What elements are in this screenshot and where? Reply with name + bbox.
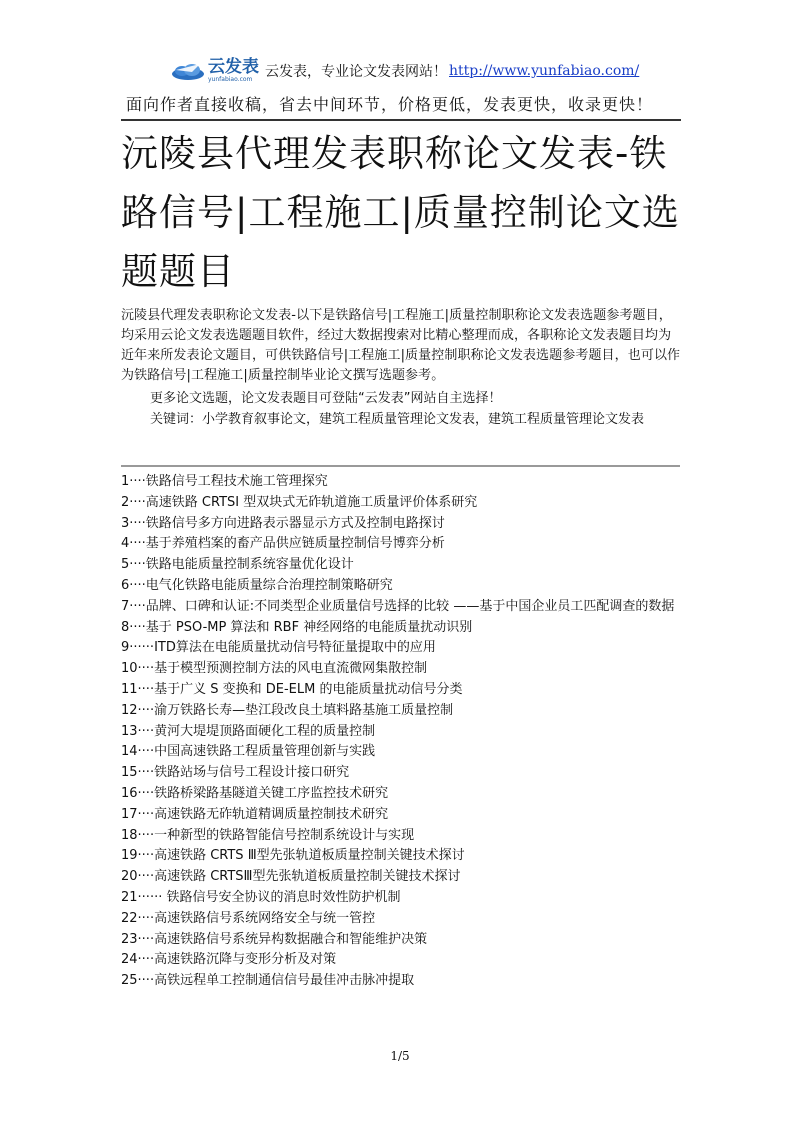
topic-item: 17····高速铁路无砟轨道精调质量控制技术研究 xyxy=(121,806,389,822)
page-number: 1/5 xyxy=(390,1049,410,1063)
keywords-line: 关键词：小学教育叙事论文，建筑工程质量管理论文发表，建筑工程质量管理论文发表 xyxy=(150,412,645,427)
topic-item: 14····中国高速铁路工程质量管理创新与实践 xyxy=(121,744,376,760)
topic-item: 22····高速铁路信号系统网络安全与统一管控 xyxy=(121,910,376,926)
topic-item: 3····铁路信号多方向进路表示器显示方式及控制电路探讨 xyxy=(121,515,445,531)
topic-item: 13····黄河大堤堤顶路面硬化工程的质量控制 xyxy=(121,723,376,739)
topic-item: 15····铁路站场与信号工程设计接口研究 xyxy=(121,765,350,781)
logo-name: 云发表 xyxy=(208,57,259,77)
topic-item: 2····高速铁路 CRTSI 型双块式无砟轨道施工质量评价体系研究 xyxy=(121,494,478,510)
yunfabiao-logo[interactable] xyxy=(170,59,259,83)
topic-item: 10····基于模型预测控制方法的风电直流微网集散控制 xyxy=(121,661,428,677)
cloud-plane-logo-icon xyxy=(170,60,206,82)
topic-item: 5····铁路电能质量控制系统容量优化设计 xyxy=(121,557,354,573)
intro-paragraph: 沅陵县代理发表职称论文发表-以下是铁路信号|工程施工|质量控制职称论文发表选题参考题目，均采用云论文发表选题题目软件，经过大数据搜索对比精心整理而成，各职称论文发表题目均为近年来所发表论文题目，可供铁路信号|工程施工|质量控制职称论文发表选题参考题目，也可以作为铁路信号|工程施工|质量控制毕业论文撰写选题参考。 xyxy=(121,308,681,383)
list-divider xyxy=(121,465,680,467)
site-url-link[interactable]: http://www.yunfabiao.com/ xyxy=(449,63,640,79)
topic-item: 11····基于广义 S 变换和 DE-ELM 的电能质量扰动信号分类 xyxy=(121,681,463,697)
topic-item: 9······ITD算法在电能质量扰动信号特征量提取中的应用 xyxy=(121,640,436,656)
topic-item: 8····基于 PSO-MP 算法和 RBF 神经网络的电能质量扰动识别 xyxy=(121,619,473,635)
topic-item: 21······ 铁路信号安全协议的消息时效性防护机制 xyxy=(121,889,401,905)
topic-item: 16····铁路桥梁路基隧道关键工序监控技术研究 xyxy=(121,785,389,801)
topic-item: 4····基于养殖档案的畜产品供应链质量控制信号博弈分析 xyxy=(121,536,445,552)
topic-item: 1····铁路信号工程技术施工管理探究 xyxy=(121,474,328,489)
topic-item: 24····高速铁路沉降与变形分析及对策 xyxy=(121,952,337,968)
topic-item: 12····渝万铁路长寿—垫江段改良土填料路基施工质量控制 xyxy=(121,702,454,718)
topic-list xyxy=(121,472,681,992)
topic-item: 6····电气化铁路电能质量综合治理控制策略研究 xyxy=(121,577,393,593)
topic-item: 7····品牌、口碑和认证:不同类型企业质量信号选择的比较 ——基于中国企业员工匹配调查的数据 xyxy=(121,598,675,614)
logo-subtitle: yunfabiao.com xyxy=(208,76,253,83)
topic-item: 20····高速铁路 CRTSⅢ型先张轨道板质量控制关键技术探讨 xyxy=(121,869,461,885)
header-tagline: 面向作者直接收稿，省去中间环节，价格更低，发表更快，收录更快！ xyxy=(126,95,654,114)
more-topics-note: 更多论文选题，论文发表题目可登陆“云发表”网站自主选择！ xyxy=(150,391,502,406)
header-divider xyxy=(121,119,681,121)
topic-item: 25····高铁远程单工控制通信信号最佳冲击脉冲提取 xyxy=(121,973,415,989)
topic-item: 23····高速铁路信号系统异构数据融合和智能维护决策 xyxy=(121,931,428,947)
site-header xyxy=(170,58,639,84)
topic-item: 19····高速铁路 CRTS Ⅲ型先张轨道板质量控制关键技术探讨 xyxy=(121,848,465,864)
site-slogan: 云发表，专业论文发表网站！ xyxy=(265,64,447,80)
topic-item: 18····一种新型的铁路智能信号控制系统设计与实现 xyxy=(121,827,415,843)
page-title: 沅陵县代理发表职称论文发表-铁路信号|工程施工|质量控制论文选题题目 xyxy=(121,132,680,293)
